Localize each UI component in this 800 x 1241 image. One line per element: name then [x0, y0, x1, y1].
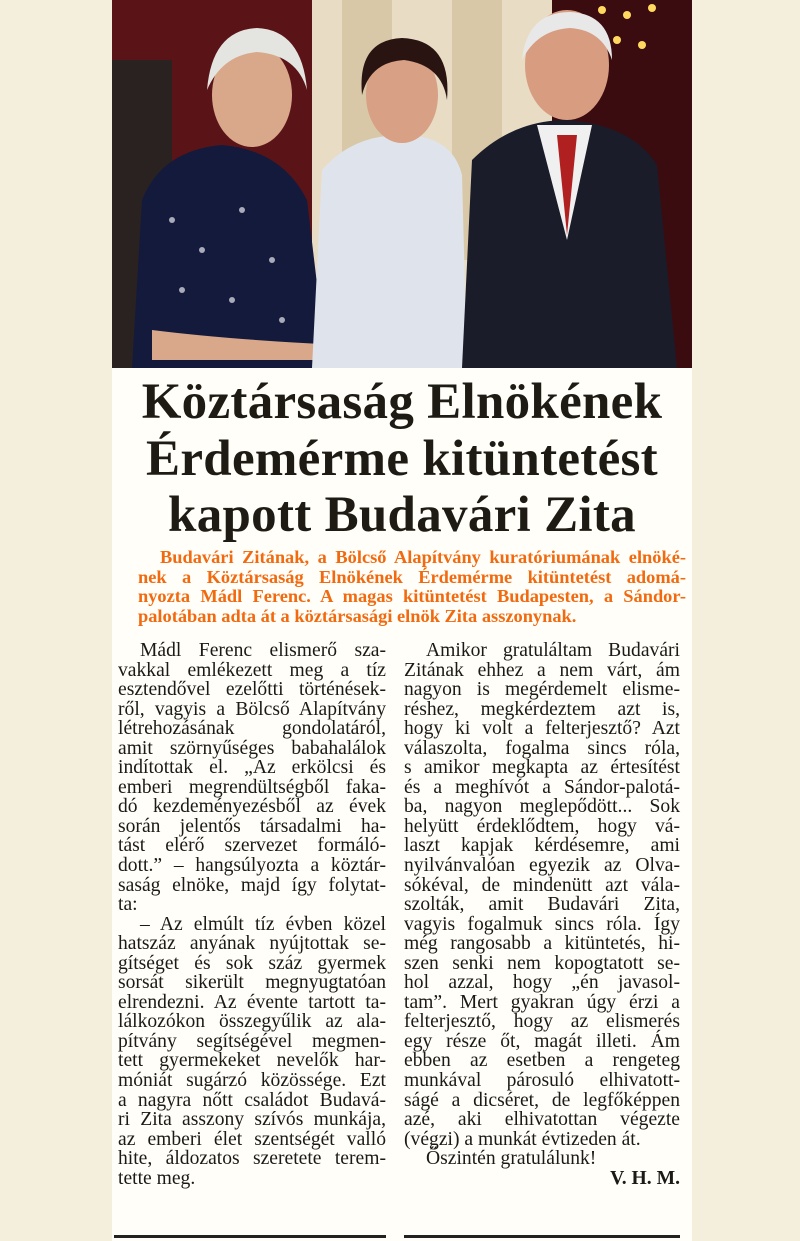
text-line: vagyis fogalmuk sincs róla. Így — [404, 913, 680, 935]
text-line: Amikor gratuláltam Budavári — [426, 640, 680, 661]
text-line: nagyon is megérdemelt elisme- — [404, 679, 680, 701]
author-signature: V. H. M. — [610, 1167, 680, 1189]
text-line: sókéval, de mindenütt azt vála- — [404, 874, 680, 896]
text-line: szen senki nem kopogtatott se- — [404, 952, 680, 974]
text-line: pítvány segítségével megmen- — [118, 1030, 386, 1052]
text-line: felterjesztő, hogy az elismerés — [404, 1011, 680, 1033]
text-line: tette meg. — [118, 1167, 196, 1189]
text-line: tett gyermekeket nevelők har- — [118, 1050, 386, 1072]
text-line: réshez, megkérdeztem azt is, — [404, 698, 680, 720]
text-line: ebben az esetben a rengeteg — [404, 1050, 680, 1072]
text-line: szolták, amit Budavári Zita, — [404, 894, 680, 916]
right-column — [404, 641, 680, 1188]
left-column — [118, 641, 386, 1188]
text-line: móniát sugárzó közössége. Ezt — [118, 1070, 386, 1092]
text-line: esztendővel ezelőtti történések- — [118, 679, 386, 701]
newspaper-clipping — [112, 0, 692, 1241]
text-line: dó kezdeményezésből az évek — [118, 796, 386, 818]
text-line: vakkal emlékezett meg a tíz — [118, 659, 386, 681]
text-line: dott.” – hangsúlyozta a köztár- — [118, 855, 386, 877]
text-line: még rangosabb a kitüntetés, hi- — [404, 933, 680, 955]
text-line: – Az elmúlt tíz évben közel — [140, 913, 386, 935]
text-line: sorsát sikerült megnyugtatóan — [118, 972, 386, 994]
text-line: Őszintén gratulálunk! — [426, 1148, 597, 1170]
text-line: Budavári Zitának, a Bölcső Alapítvány kuratóriumának elnöké- — [160, 547, 686, 567]
text-line: létrehozásának gondolatáról, — [118, 718, 386, 740]
text-line: amit szörnyűséges babahalálok — [118, 737, 386, 759]
text-line: laszt kapjak kérdésemre, ami — [404, 835, 680, 857]
text-line: munkával párosuló elhivatott- — [404, 1070, 680, 1092]
text-line: palotában adta át a köztársasági elnök Zita asszonynak. — [138, 605, 577, 626]
text-line: tam”. Mert gyakran úgy érzi a — [404, 991, 680, 1013]
text-line: helyütt érdeklődtem, hogy vá- — [404, 815, 680, 837]
text-line: ri Zita asszony szívós munkája, — [118, 1109, 386, 1131]
text-line: Zitának ehhez a nem várt, ám — [404, 659, 680, 681]
text-line: hatszáz anyának nyújtottak se- — [118, 933, 386, 955]
text-line: elrendezni. Az évente tartott ta- — [118, 991, 386, 1013]
text-line: tást elérő szervezet formáló- — [118, 835, 386, 857]
headline-line: kapott Budavári Zita — [168, 487, 636, 543]
text-line: indítottak el. „Az erkölcsi és — [118, 757, 386, 779]
text-line: ta: — [118, 894, 138, 916]
text-line: ba, nagyon meglepődött... Sok — [404, 796, 680, 818]
text-line: hite, áldozatos szeretete terem- — [118, 1148, 386, 1170]
lead-paragraph — [138, 548, 686, 626]
text-line: lálkozókon összegyűlik az ala- — [118, 1011, 386, 1033]
text-line: hol azzal, hogy „én javasol- — [404, 972, 680, 994]
text-line: és a meghívót a Sándor-palotá- — [404, 776, 680, 798]
text-line: során jelentős társadalmi ha- — [118, 815, 386, 837]
text-line: emberi megrendültségből faka- — [118, 776, 386, 798]
text-line: válaszolta, fogalma sincs róla, — [404, 737, 680, 759]
text-line: egy része őt, magát illeti. Ám — [404, 1030, 680, 1052]
photo-three-people — [112, 0, 692, 368]
text-line: nek a Köztársaság Elnökének Érdemérme kitüntetést adomá- — [138, 566, 686, 587]
headline-line: Érdemérme kitüntetést — [146, 431, 658, 487]
text-line: hogy ki volt a felterjesztő? Azt — [404, 718, 680, 740]
bottom-rule — [114, 1235, 386, 1238]
text-line: Mádl Ferenc elismerő sza- — [140, 640, 386, 661]
text-line: azé, aki elhivatottan végezte — [404, 1109, 680, 1131]
text-line: s amikor megkapta az értesítést — [404, 757, 680, 779]
text-line: nyilvánvalóan egyezik az Olva- — [404, 855, 680, 877]
text-line: az emberi élet szentségét valló — [118, 1128, 386, 1150]
bottom-rule — [404, 1235, 680, 1238]
text-line: nyozta Mádl Ferenc. A magas kitüntetést Budapesten, a Sándor- — [138, 586, 686, 607]
text-line: a nagyra nőtt családot Budavá- — [118, 1089, 386, 1111]
text-line: ről, vagyis a Bölcső Alapítvány — [118, 698, 386, 720]
text-line: saság elnöke, majd így folytat- — [118, 874, 386, 896]
text-line: ságé a dicséret, de legfőképpen — [404, 1089, 680, 1111]
headline-line: Köztársaság Elnökének — [141, 374, 663, 430]
text-line: gítséget és sok száz gyermek — [118, 952, 386, 974]
text-line: (végzi) a munkát évtizeden át. — [404, 1128, 641, 1150]
